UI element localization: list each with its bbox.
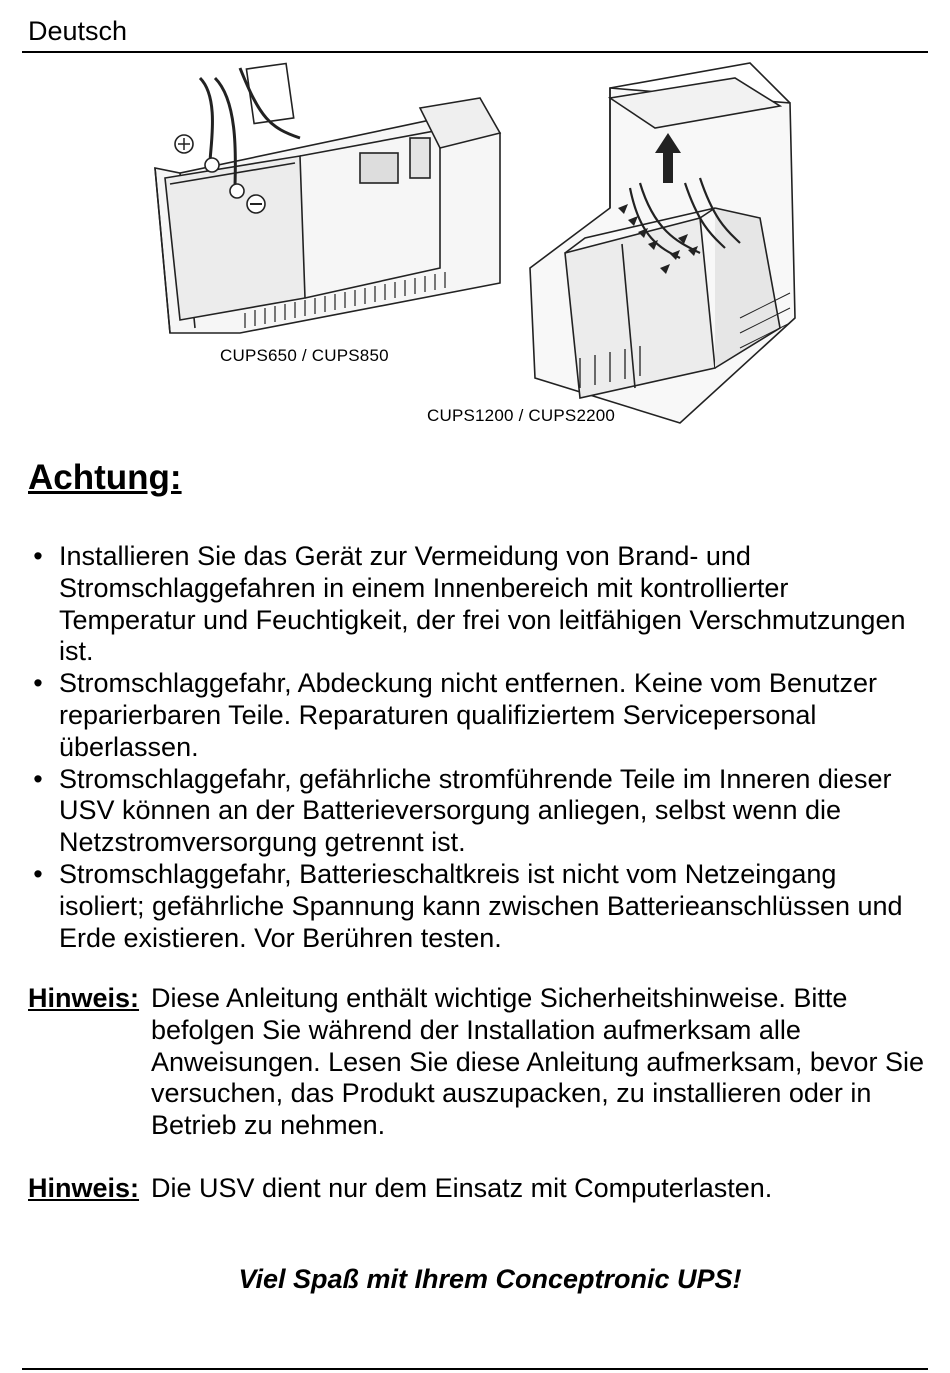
note-text: Diese Anleitung enthält wichtige Sicherheitshinweise. Bitte befolgen Sie während der Installation aufmerksam alle Anweisungen. Lesen Sie diese Anleitung aufmerksam, bevor Sie versuchen, das Produkt auszupacken, zu installieren oder in Betrieb zu nehmen. [151,983,924,1141]
warning-item: • Stromschlaggefahr, Abdeckung nicht entfernen. Keine vom Benutzer reparierbaren Teile. Reparaturen qualifiziertem Servicepersonal überlassen. [28,668,928,763]
large-ups-drawing [530,63,795,423]
bullet-icon: • [33,541,43,571]
figure-caption-large-models: CUPS1200 / CUPS2200 [427,406,616,425]
bullet-icon: • [33,763,43,794]
bullet-icon: • [33,858,43,889]
header-divider [22,51,928,53]
small-ups-drawing [155,63,500,333]
warning-item: • Stromschlaggefahr, Batterieschaltkreis ist nicht vom Netzeingang isoliert; gefährliche Spannung kann zwischen Batterieanschlüssen und Erde existieren. Vor Berühren testen. [28,859,928,954]
warning-heading: Achtung: [28,458,182,497]
warning-item: • Installieren Sie das Gerät zur Vermeidung von Brand- und Stromschlaggefahren in einem Innenbereich mit kontrollierter Temperatur und Feuchtigkeit, der frei von leitfähigen Verschmutzungen ist. [28,541,928,668]
note-safety-instructions [28,983,928,1142]
battery-installation-figure [140,58,800,428]
figure-caption-small-models: CUPS650 / CUPS850 [220,346,389,365]
ups-illustration [140,58,800,428]
note-label: Hinweis: [28,1173,140,1203]
closing-message: Viel Spaß mit Ihrem Conceptronic UPS! [238,1264,742,1294]
footer-divider [22,1368,928,1370]
page-language-label: Deutsch [28,16,128,46]
note-label: Hinweis: [28,983,140,1013]
note-text: Die USV dient nur dem Einsatz mit Computerlasten. [151,1173,773,1203]
bullet-icon: • [33,668,43,699]
warning-item: • Stromschlaggefahr, gefährliche stromführende Teile im Inneren dieser USV können an der Batterieversorgung anliegen, selbst wenn die Netzstromversorgung getrennt ist. [28,764,928,859]
note-computer-loads [28,1173,928,1205]
warning-list [28,541,928,954]
